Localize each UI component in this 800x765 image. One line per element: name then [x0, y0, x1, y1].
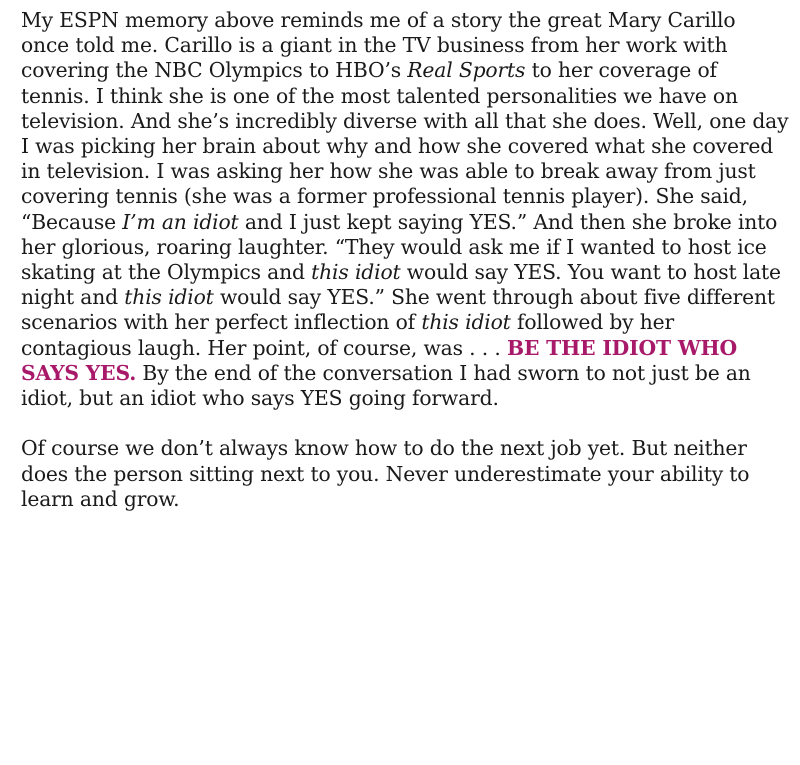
document-page: [21, 8, 789, 512]
text-run: would say YES.” She went through about five different scenarios with her perfect inflection of: [21, 285, 775, 335]
paragraph-2: Of course we don’t always know how to do the next job yet. But neither does the person sitting next to you. Never underestimate your ability to learn and grow.: [21, 436, 750, 511]
text-run: to her coverage of tennis. I think she is one of the most talented personalities we have on television. And she’s incredibly diverse with all that she does. Well, one day I was picking her brain about why and how she covered what she covered in television. I was asking her how she was able to break away from just covering tennis (she was a former professional tennis player). She said, “Because: [21, 58, 789, 234]
emphasis: I’m an idiot: [122, 209, 239, 234]
emphasis: this idiot: [421, 310, 511, 335]
emphasis: this idiot: [124, 285, 214, 310]
highlighted-phrase: BE THE IDIOT WHO SAYS YES.: [21, 335, 737, 385]
emphasis: this idiot: [311, 260, 401, 285]
text-run: would say YES. You want to host late night and: [21, 260, 781, 310]
text-run: My ESPN memory above reminds me of a story the great Mary Carillo once told me. Carillo is a giant in the TV business from her work with covering the NBC Olympics to HBO’s: [21, 8, 736, 83]
text-run: By the end of the conversation I had sworn to not just be an idiot, but an idiot who says YES going forward.: [21, 360, 751, 411]
paragraph-1: [21, 8, 789, 411]
text-run: followed by her contagious laugh. Her point, of course, was . . .: [21, 310, 675, 360]
show-title: Real Sports: [407, 58, 526, 83]
text-run: and I just kept saying YES.” And then she broke into her glorious, roaring laughter. “They would ask me if I wanted to host ice skating at the Olympics and: [21, 209, 778, 285]
